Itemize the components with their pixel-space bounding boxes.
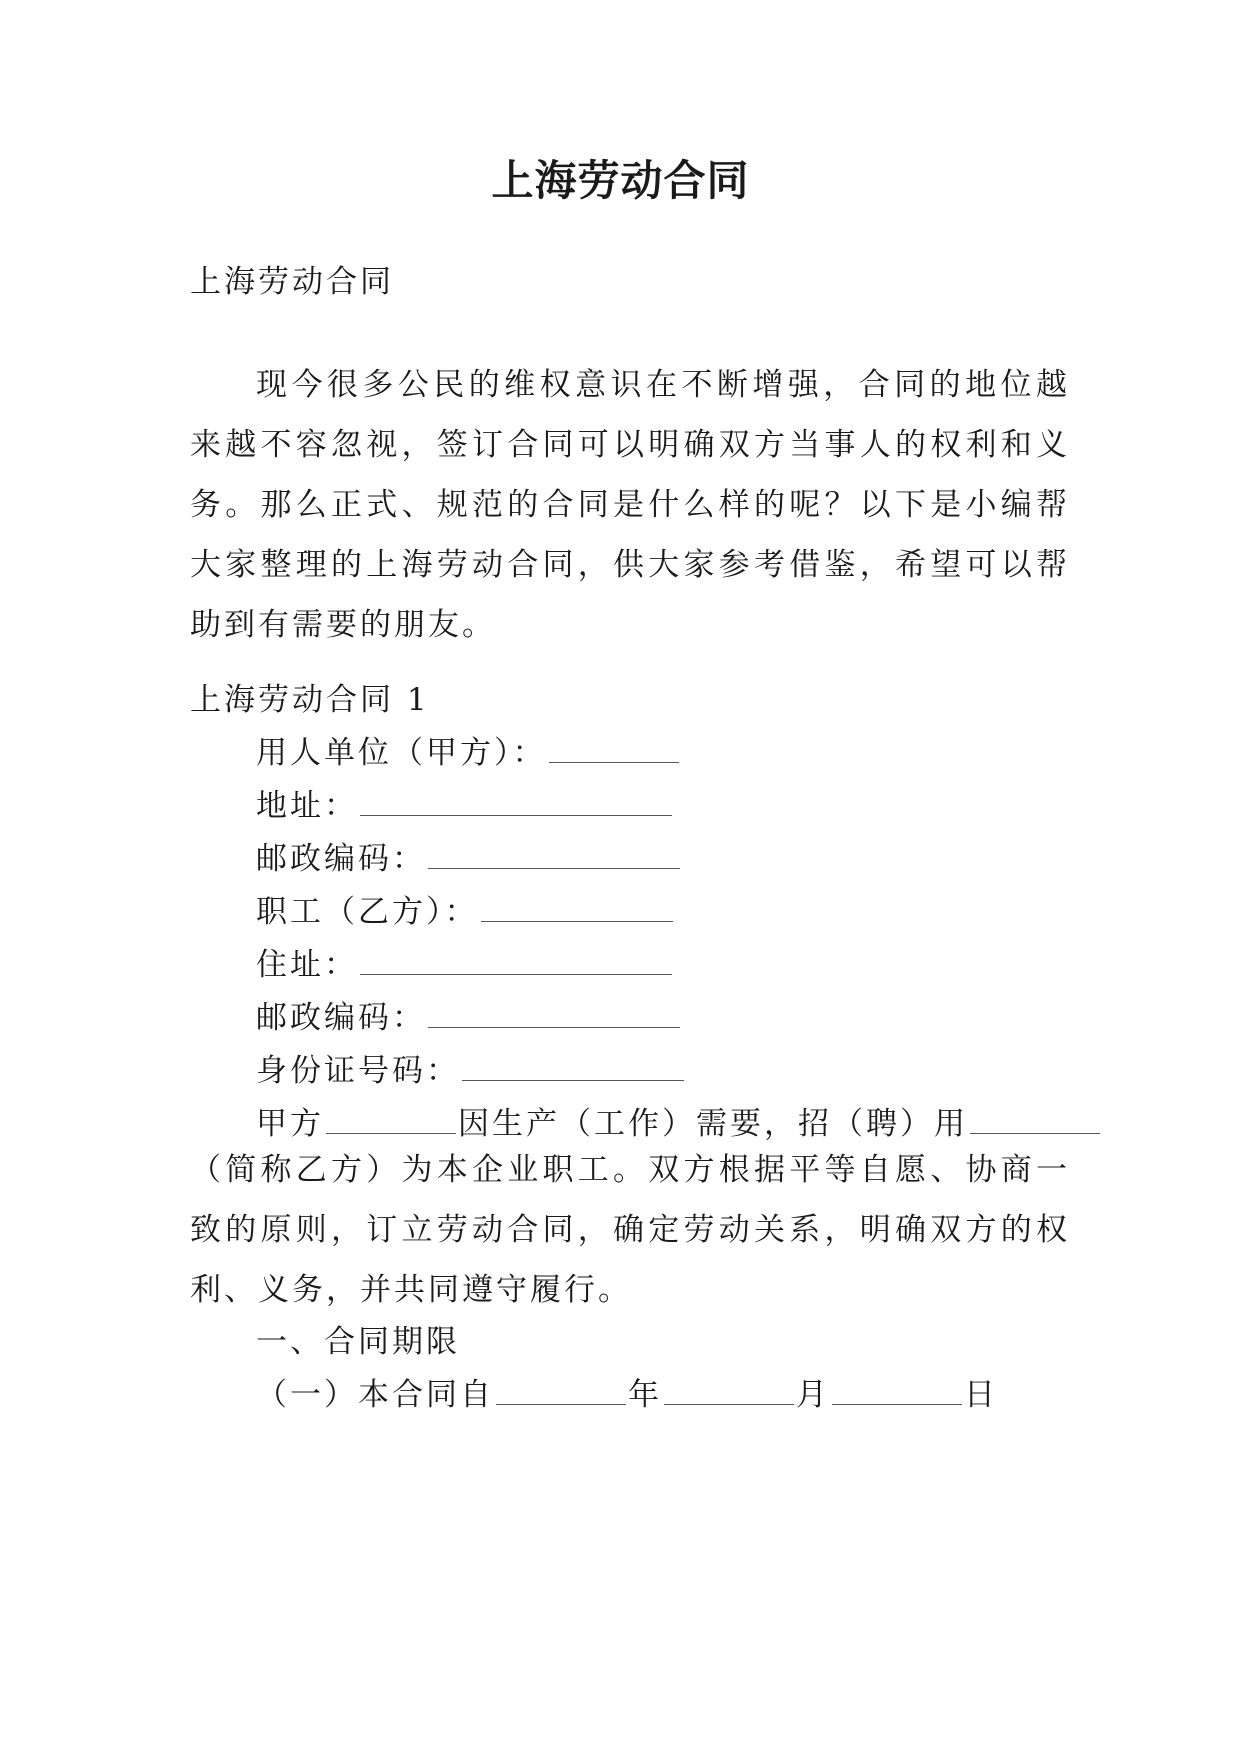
blank-line (428, 840, 680, 869)
field-label: 职工（乙方）： (256, 894, 479, 930)
document-title: 上海劳动合同 (491, 156, 750, 205)
term-text: 月 (796, 1377, 830, 1413)
blank-line (481, 893, 673, 922)
field-label: 地址： (256, 788, 358, 824)
term-heading: 一、合同期限 (256, 1324, 460, 1360)
field-employee (256, 892, 675, 932)
blank-line (462, 1052, 684, 1081)
blank-line (360, 946, 672, 975)
field-label: 邮政编码： (256, 841, 426, 877)
field-id-number (256, 1051, 686, 1091)
field-label: 用人单位（甲方）： (256, 735, 547, 771)
field-employer (256, 733, 681, 773)
intro-paragraph: 现今很多公民的维权意识在不断增强，合同的地位越来越不容忽视，签订合同可以明确双方当事人的权利和义务。那么正式、规范的合同是什么样的呢？以下是小编帮大家整理的上海劳动合同，供大家参考借鉴，希望可以帮助到有需要的朋友。 (190, 367, 1070, 643)
field-residence (256, 945, 674, 985)
field-label: 身份证号码： (256, 1053, 460, 1089)
clause-paragraph: （简称乙方）为本企业职工。双方根据平等自愿、协商一致的原则，订立劳动合同，确定劳动关系，明确双方的权利、义务，并共同遵守履行。 (190, 1152, 1070, 1308)
field-label: 邮政编码： (256, 1000, 426, 1036)
section-heading: 上海劳动合同 1 (190, 682, 430, 718)
term-text: （一）本合同自 (256, 1377, 494, 1413)
blank-line (832, 1376, 962, 1405)
field-label: 住址： (256, 947, 358, 983)
clause-line (256, 1104, 1102, 1144)
blank-line (970, 1105, 1100, 1134)
document-subtitle: 上海劳动合同 (190, 264, 394, 300)
blank-line (664, 1376, 794, 1405)
blank-line (496, 1376, 626, 1405)
clause-text: 甲方 (256, 1106, 324, 1142)
term-line (256, 1375, 998, 1415)
term-text: 年 (628, 1377, 662, 1413)
field-postcode-employee (256, 998, 682, 1038)
term-text: 日 (964, 1377, 998, 1413)
blank-line (428, 999, 680, 1028)
blank-line (326, 1105, 456, 1134)
blank-line (549, 734, 679, 763)
field-postcode-employer (256, 839, 682, 879)
clause-text: 因生产（工作）需要，招（聘）用 (458, 1106, 968, 1142)
blank-line (360, 787, 672, 816)
field-address (256, 786, 674, 826)
